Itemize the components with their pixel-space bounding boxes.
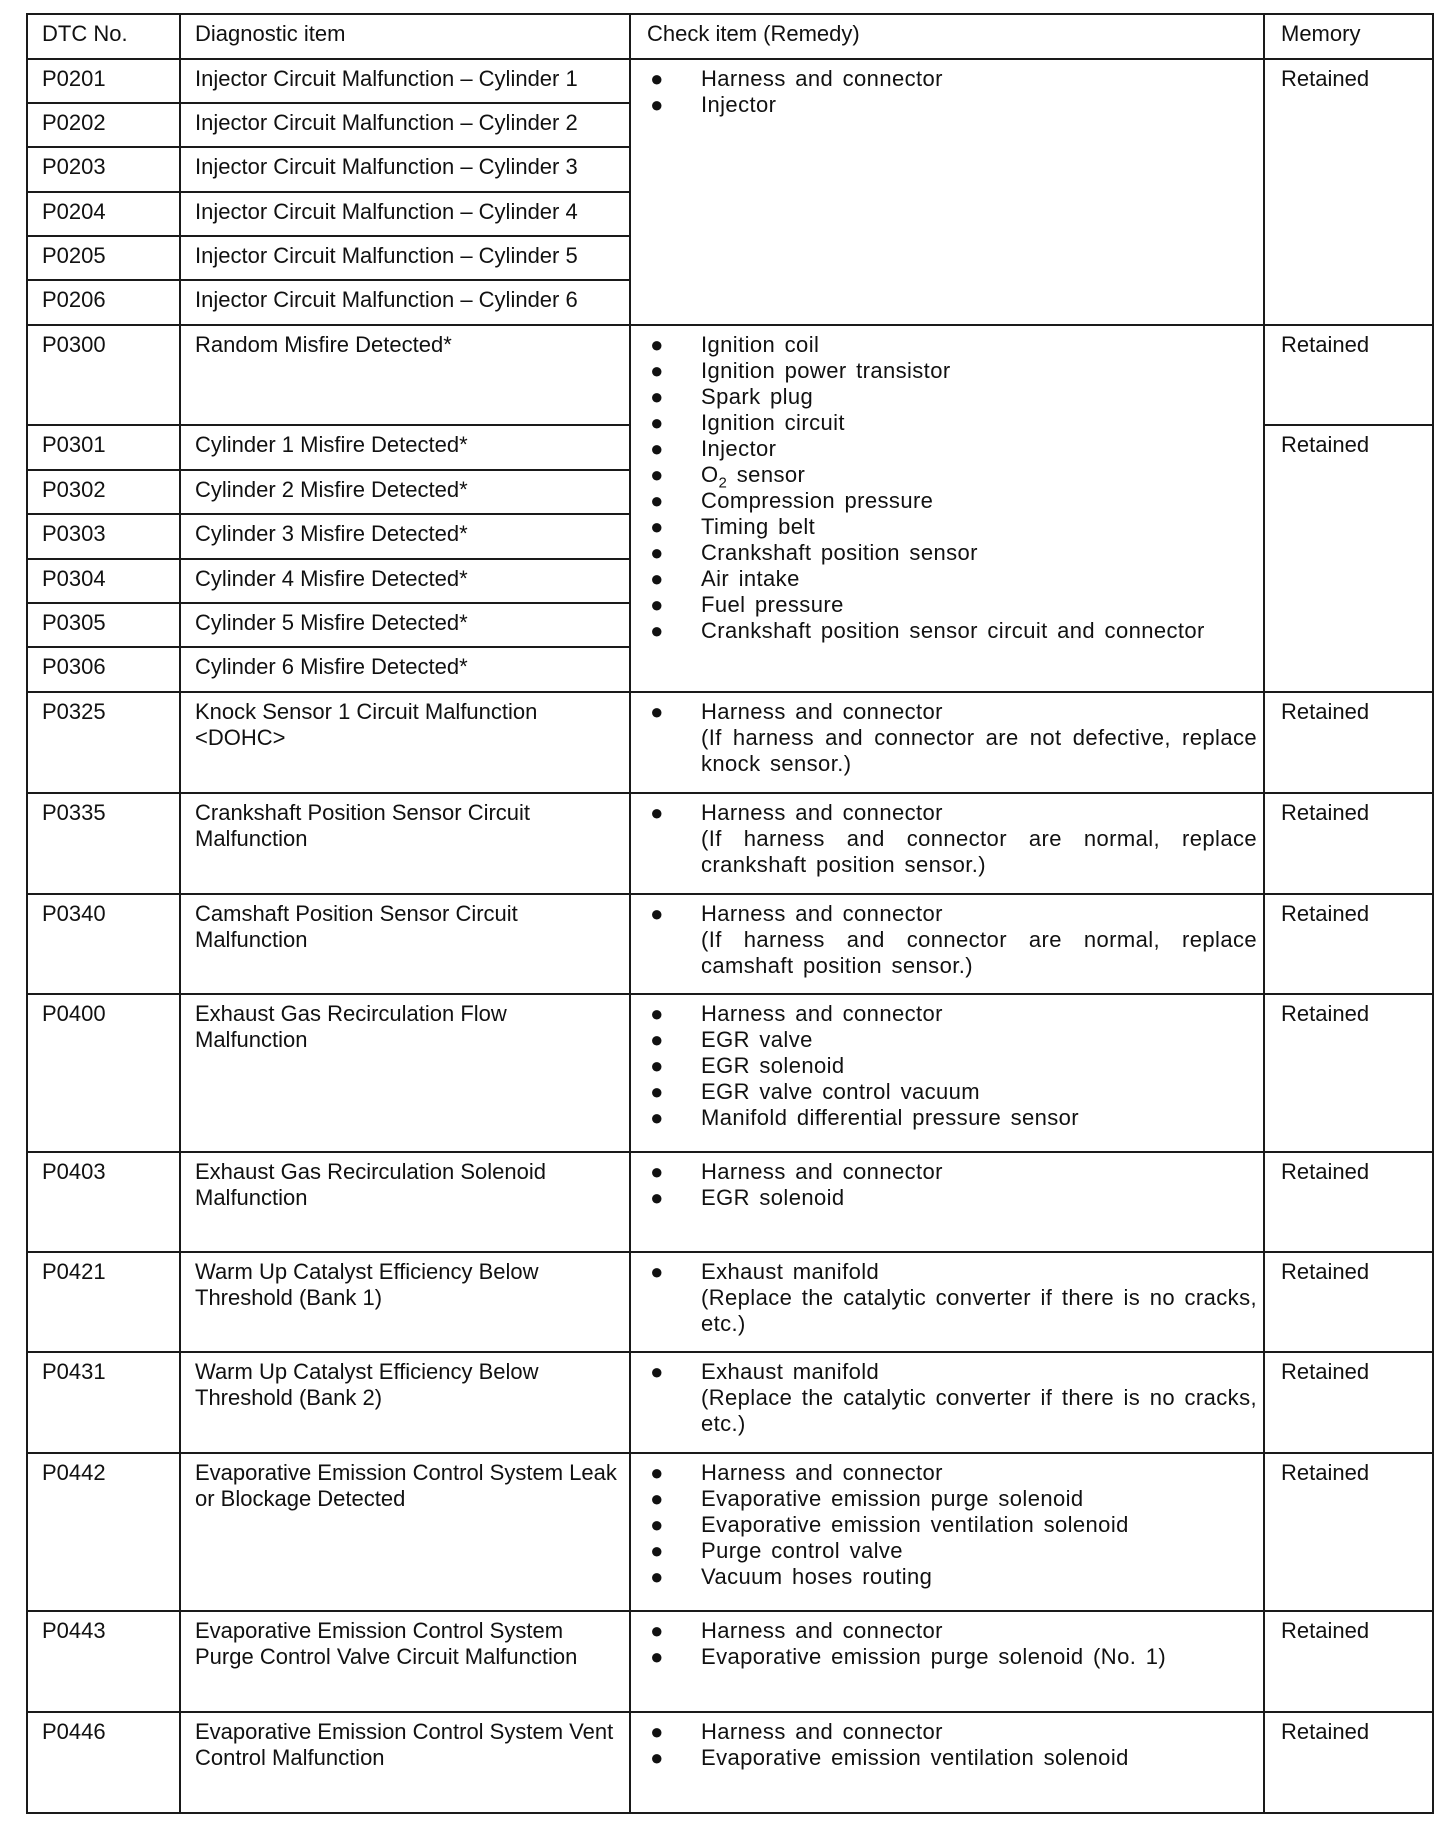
check-item-text: Crankshaft position sensor [701, 540, 978, 566]
dtc-code: P0403 [27, 1152, 180, 1252]
diagnostic-item: Injector Circuit Malfunction – Cylinder 6 [180, 280, 630, 325]
check-list [647, 901, 1257, 979]
remedy-note: (If harness and connector are normal, replace crankshaft position sensor.) [701, 826, 1257, 878]
memory-value: Retained [1264, 793, 1433, 894]
bullet-icon: ● [650, 514, 664, 540]
check-item-text: Purge control valve [701, 1537, 903, 1563]
check-item [647, 384, 1257, 410]
header-check-item: Check item (Remedy) [630, 14, 1264, 59]
check-item-text: Evaporative emission ventilation solenoid [701, 1511, 1129, 1537]
memory-value: Retained [1264, 1712, 1433, 1813]
check-item [647, 488, 1257, 514]
check-item-text: Ignition circuit [701, 410, 845, 436]
check-list [647, 1259, 1257, 1337]
bullet-icon: ● [650, 332, 664, 358]
bullet-icon: ● [650, 410, 664, 436]
bullet-icon: ● [650, 592, 664, 618]
check-item-text: Harness and connector [701, 1617, 943, 1643]
remedy-note: (Replace the catalytic converter if there is no cracks, etc.) [701, 1384, 1257, 1436]
bullet-icon: ● [650, 1617, 664, 1643]
dtc-code: P0400 [27, 994, 180, 1152]
check-item-text: Harness and connector [701, 1459, 943, 1485]
bullet-icon: ● [650, 1000, 664, 1026]
check-item-text: Spark plug [701, 384, 814, 410]
bullet-icon: ● [650, 1185, 664, 1211]
header-row [27, 14, 1433, 59]
memory-value: Retained [1264, 59, 1433, 325]
check-item-text: Harness and connector [701, 699, 943, 725]
table-row [27, 1252, 1433, 1352]
diagnostic-item: Cylinder 6 Misfire Detected* [180, 647, 630, 692]
check-items [630, 59, 1264, 325]
remedy-note: (If harness and connector are normal, replace camshaft position sensor.) [701, 927, 1257, 979]
check-item-text: Harness and connector [701, 1159, 943, 1185]
check-item [647, 1185, 1257, 1211]
check-item-text: EGR valve control vacuum [701, 1078, 981, 1104]
memory-value: Retained [1264, 692, 1433, 793]
check-item [647, 332, 1257, 358]
diagnostic-item: Cylinder 5 Misfire Detected* [180, 603, 630, 648]
check-item-text: Evaporative emission purge solenoid (No. 1) [701, 1643, 1167, 1669]
memory-value: Retained [1264, 894, 1433, 994]
dtc-code: P0302 [27, 470, 180, 515]
check-item [647, 592, 1257, 618]
check-item [647, 1564, 1257, 1590]
table-row [27, 325, 1433, 425]
check-item-text: Exhaust manifold [701, 1258, 880, 1284]
check-items [630, 1712, 1264, 1813]
check-item [647, 901, 1257, 979]
diagnostic-item: Exhaust Gas Recirculation Solenoid Malfunction [180, 1152, 630, 1252]
bullet-icon: ● [650, 436, 664, 462]
bullet-icon: ● [650, 1358, 664, 1384]
dtc-code: P0202 [27, 103, 180, 148]
check-item-text: Manifold differential pressure sensor [701, 1104, 1080, 1130]
check-items [630, 994, 1264, 1152]
check-item-text: Fuel pressure [701, 592, 844, 618]
diagnostic-item: Injector Circuit Malfunction – Cylinder 1 [180, 59, 630, 103]
check-item [647, 1259, 1257, 1337]
dtc-code: P0304 [27, 559, 180, 603]
bullet-icon: ● [650, 1537, 664, 1563]
diagnostic-item: Knock Sensor 1 Circuit Malfunction <DOHC> [180, 692, 630, 793]
check-item [647, 1159, 1257, 1185]
header-dtc-no: DTC No. [27, 14, 180, 59]
check-item-text: Evaporative emission ventilation solenoid [701, 1744, 1129, 1770]
bullet-icon: ● [650, 1258, 664, 1284]
check-item [647, 514, 1257, 540]
check-item [647, 1486, 1257, 1512]
check-item [647, 436, 1257, 462]
bullet-icon: ● [650, 800, 664, 826]
check-item-text: Injector [701, 92, 777, 117]
dtc-code: P0201 [27, 59, 180, 103]
check-item-text: EGR solenoid [701, 1185, 845, 1211]
o2-subscript: 2 [718, 474, 728, 492]
check-items [630, 1611, 1264, 1712]
check-items [630, 325, 1264, 692]
diagnostic-item: Random Misfire Detected* [180, 325, 630, 425]
check-item-text: EGR solenoid [701, 1052, 845, 1078]
bullet-icon: ● [650, 358, 664, 384]
bullet-icon: ● [650, 901, 664, 927]
diagnostic-item: Exhaust Gas Recirculation Flow Malfunction [180, 994, 630, 1152]
bullet-icon: ● [650, 699, 664, 725]
check-item-text: Crankshaft position sensor circuit and connector [701, 618, 1205, 644]
check-item [647, 1644, 1257, 1670]
check-item-text: Vacuum hoses routing [701, 1563, 933, 1589]
o2-prefix: O [701, 462, 719, 488]
bullet-icon: ● [650, 540, 664, 566]
dtc-code: P0443 [27, 1611, 180, 1712]
bullet-icon: ● [650, 1104, 664, 1130]
check-item [647, 1745, 1257, 1771]
bullet-icon: ● [650, 1643, 664, 1669]
check-item [647, 1512, 1257, 1538]
check-items [630, 692, 1264, 793]
header-diagnostic-item: Diagnostic item [180, 14, 630, 59]
diagnostic-item: Evaporative Emission Control System Vent Control Malfunction [180, 1712, 630, 1813]
table-row [27, 692, 1433, 793]
check-item-text: Ignition coil [701, 332, 820, 358]
check-item [647, 66, 1257, 92]
diagnostic-item: Crankshaft Position Sensor Circuit Malfunction [180, 793, 630, 894]
header-memory: Memory [1264, 14, 1433, 59]
check-list [647, 1359, 1257, 1437]
diagnostic-item: Warm Up Catalyst Efficiency Below Threshold (Bank 2) [180, 1352, 630, 1453]
table-row [27, 994, 1433, 1152]
memory-value: Retained [1264, 1152, 1433, 1252]
check-list [647, 332, 1257, 644]
diagnostic-item: Injector Circuit Malfunction – Cylinder 2 [180, 103, 630, 148]
dtc-code: P0431 [27, 1352, 180, 1453]
bullet-icon: ● [650, 1511, 664, 1537]
table-row [27, 1453, 1433, 1611]
check-list [647, 1159, 1257, 1211]
check-item-text: Exhaust manifold [701, 1358, 880, 1384]
check-items [630, 1352, 1264, 1453]
check-item-text: Harness and connector [701, 901, 943, 927]
check-item [647, 1460, 1257, 1486]
check-item-text: EGR valve [701, 1026, 813, 1052]
check-list [647, 800, 1257, 878]
table-row [27, 1152, 1433, 1252]
check-list [647, 1001, 1257, 1131]
bullet-icon: ● [650, 1078, 664, 1104]
check-item [647, 1538, 1257, 1564]
bullet-icon: ● [650, 1026, 664, 1052]
diagnostic-item: Cylinder 4 Misfire Detected* [180, 559, 630, 603]
bullet-icon: ● [650, 92, 664, 117]
memory-value: Retained [1264, 1252, 1433, 1352]
check-item-text: Harness and connector [701, 1718, 943, 1744]
check-item-text: Evaporative emission purge solenoid [701, 1485, 1084, 1511]
check-item-text: Compression pressure [701, 488, 934, 514]
bullet-icon: ● [650, 66, 664, 91]
dtc-code: P0204 [27, 192, 180, 236]
remedy-note: (If harness and connector are not defective, replace knock sensor.) [701, 725, 1257, 777]
bullet-icon: ● [650, 462, 664, 488]
dtc-code: P0335 [27, 793, 180, 894]
diagnostic-item: Cylinder 2 Misfire Detected* [180, 470, 630, 515]
table-row [27, 793, 1433, 894]
memory-value: Retained [1264, 1352, 1433, 1453]
check-item-text: Ignition power transistor [701, 358, 951, 384]
bullet-icon: ● [650, 1052, 664, 1078]
diagnostic-item: Evaporative Emission Control System Purge Control Valve Circuit Malfunction [180, 1611, 630, 1712]
check-list [647, 66, 1257, 118]
check-item [647, 1053, 1257, 1079]
table-row [27, 1712, 1433, 1813]
dtc-code: P0203 [27, 147, 180, 192]
check-item-text: Timing belt [701, 514, 816, 540]
check-item [647, 800, 1257, 878]
check-item [647, 1001, 1257, 1027]
bullet-icon: ● [650, 1744, 664, 1770]
bullet-icon: ● [650, 1485, 664, 1511]
check-items [630, 1252, 1264, 1352]
dtc-code: P0301 [27, 425, 180, 470]
table-row [27, 1352, 1433, 1453]
bullet-icon: ● [650, 488, 664, 514]
check-items [630, 894, 1264, 994]
bullet-icon: ● [650, 618, 664, 644]
memory-value: Retained [1264, 1453, 1433, 1611]
diagnostic-item: Cylinder 3 Misfire Detected* [180, 514, 630, 559]
remedy-note: (Replace the catalytic converter if there is no cracks, etc.) [701, 1284, 1257, 1336]
dtc-code: P0446 [27, 1712, 180, 1813]
diagnostic-item: Injector Circuit Malfunction – Cylinder 3 [180, 147, 630, 192]
check-items [630, 1152, 1264, 1252]
bullet-icon: ● [650, 1718, 664, 1744]
check-item [647, 462, 1257, 492]
check-items [630, 1453, 1264, 1611]
dtc-code: P0300 [27, 325, 180, 425]
memory-value: Retained [1264, 994, 1433, 1152]
dtc-code: P0205 [27, 236, 180, 281]
diagnostic-item: Warm Up Catalyst Efficiency Below Threshold (Bank 1) [180, 1252, 630, 1352]
check-item-text: Harness and connector [701, 66, 943, 91]
check-item [647, 1105, 1257, 1131]
bullet-icon: ● [650, 1563, 664, 1589]
check-list [647, 1618, 1257, 1670]
check-item [647, 540, 1257, 566]
dtc-table [26, 13, 1434, 1814]
check-item-text: Harness and connector [701, 800, 943, 826]
diagnostic-item: Evaporative Emission Control System Leak or Blockage Detected [180, 1453, 630, 1611]
diagnostic-item: Cylinder 1 Misfire Detected* [180, 425, 630, 470]
memory-value: Retained [1264, 1611, 1433, 1712]
check-item [647, 1359, 1257, 1437]
check-item [647, 410, 1257, 436]
check-list [647, 1719, 1257, 1771]
dtc-code: P0206 [27, 280, 180, 325]
memory-value: Retained [1264, 325, 1433, 425]
diagnostic-item: Injector Circuit Malfunction – Cylinder 5 [180, 236, 630, 281]
bullet-icon: ● [650, 566, 664, 592]
diagnostic-item: Injector Circuit Malfunction – Cylinder 4 [180, 192, 630, 236]
check-item [647, 1079, 1257, 1105]
check-item [647, 566, 1257, 592]
check-list [647, 699, 1257, 777]
check-item [647, 699, 1257, 777]
diagnostic-item: Camshaft Position Sensor Circuit Malfunction [180, 894, 630, 994]
dtc-code: P0421 [27, 1252, 180, 1352]
check-item [647, 92, 1257, 118]
dtc-code: P0305 [27, 603, 180, 648]
memory-value: Retained [1264, 425, 1433, 692]
table-row [27, 894, 1433, 994]
check-items [630, 793, 1264, 894]
dtc-code: P0340 [27, 894, 180, 994]
bullet-icon: ● [650, 1459, 664, 1485]
bullet-icon: ● [650, 1159, 664, 1185]
o2-suffix: sensor [727, 462, 806, 488]
check-item-text: Harness and connector [701, 1000, 943, 1026]
dtc-code: P0325 [27, 692, 180, 793]
dtc-code: P0303 [27, 514, 180, 559]
check-item [647, 1027, 1257, 1053]
dtc-code: P0442 [27, 1453, 180, 1611]
check-item [647, 1618, 1257, 1644]
check-item [647, 1719, 1257, 1745]
bullet-icon: ● [650, 384, 664, 410]
table-row [27, 1611, 1433, 1712]
check-item [647, 618, 1257, 644]
table-row [27, 59, 1433, 103]
check-item-text: Air intake [701, 566, 800, 592]
check-item-text: Injector [701, 436, 777, 462]
check-item [647, 358, 1257, 384]
dtc-code: P0306 [27, 647, 180, 692]
check-list [647, 1460, 1257, 1590]
